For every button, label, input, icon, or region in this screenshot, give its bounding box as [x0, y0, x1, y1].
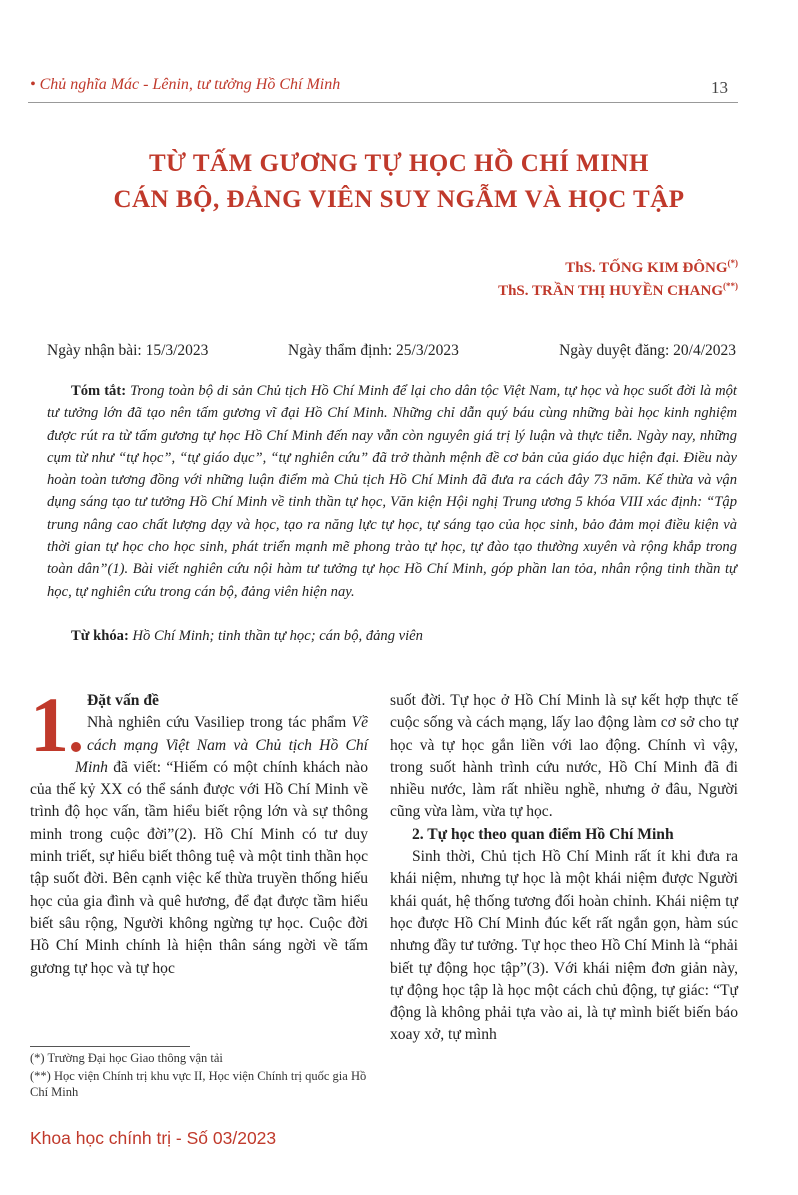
footnote-divider	[30, 1046, 190, 1047]
section1-title: Đặt vấn đề	[87, 692, 159, 709]
dropcap-bullet-icon	[71, 742, 81, 752]
abstract-text: Trong toàn bộ di sản Chủ tịch Hồ Chí Minh để lại cho dân tộc Việt Nam, tự học và học suốt đời là một tư tưởng lớn đã tạo nên tấm gương vĩ đại Hồ Chí Minh. Những chỉ dẫn quý báu cùng những bài học kinh nghiệm được rút ra từ tấm gương tự học Hồ Chí Minh đến nay vẫn còn nguyên giá trị lý luận và thực tiễn. Ngày nay, những cụm từ như “tự học”, “tự giáo dục”, “tự nghiên cứu” đã trở thành mệnh đề cơ bản của giáo dục hiện đại. Điều này hoàn toàn tương đồng với những luận điểm mà Chủ tịch Hồ Chí Minh đã đưa ra cách đây 73 năm. Kế thừa và vận dụng sáng tạo tư tưởng Hồ Chí Minh về tinh thần tự học, Văn kiện Hội nghị Trung ương 5 khóa VIII xác định: “Tập trung nâng cao chất lượng dạy và học, tạo ra năng lực tự học, tự sáng tạo của học sinh, bảo đảm mọi điều kiện và thời gian tự học cho học sinh, phát triển mạnh mẽ phong trào tự học, tự đào tạo thường xuyên và rộng khắp trong toàn dân”(1). Bài viết nghiên cứu nội hàm tư tưởng tự học Hồ Chí Minh, góp phần lan tỏa, nhân rộng tinh thần tự học, tự nghiên cứu trong cán bộ, đảng viên hiện nay.	[47, 383, 737, 600]
author-2-name: ThS. TRẦN THỊ HUYỀN CHANG	[498, 283, 723, 299]
abstract-label: Tóm tắt:	[71, 383, 127, 399]
running-header: • Chủ nghĩa Mác - Lênin, tư tưởng Hồ Chí Minh	[30, 76, 341, 93]
journal-footer: Khoa học chính trị - Số 03/2023	[30, 1128, 277, 1148]
article-title-line1: TỪ TẤM GƯƠNG TỰ HỌC HỒ CHÍ MINH	[149, 150, 649, 177]
article-title-line2: CÁN BỘ, ĐẢNG VIÊN SUY NGẪM VÀ HỌC TẬP	[113, 186, 685, 213]
keywords	[71, 628, 423, 645]
abstract	[47, 380, 737, 603]
date-received: Ngày nhận bài: 15/3/2023	[47, 342, 209, 359]
date-approved: Ngày duyệt đăng: 20/4/2023	[559, 342, 736, 359]
author-1-name: ThS. TỐNG KIM ĐÔNG	[565, 260, 728, 276]
date-reviewed: Ngày thẩm định: 25/3/2023	[288, 342, 459, 359]
page-number: 13	[711, 78, 728, 97]
section2-title: 2. Tự học theo quan điểm Hồ Chí Minh	[412, 825, 674, 843]
author-2-mark: (**)	[723, 281, 738, 291]
body-column-left	[30, 681, 368, 980]
left-paragraph-1	[30, 712, 368, 980]
author-1-mark: (*)	[727, 258, 738, 268]
author-2	[498, 281, 738, 300]
author-1	[565, 258, 738, 277]
body-column-right	[390, 690, 738, 1047]
right-paragraph-2: Sinh thời, Chủ tịch Hồ Chí Minh rất ít khi đưa ra khái niệm, nhưng tự học là một khái niệm được Người khái quát, hệ thống tương đối hoàn chỉnh. Khái niệm tự học được Hồ Chí Minh đúc kết rất ngắn gọn, hàm súc nhưng đầy tư tưởng. Tự học theo Hồ Chí Minh là “phải biết tự động học tập”(3). Với khái niệm đơn giản này, tự động học tập là học một cách chủ động, tự giác: “Tự động là không phải tựa vào ai, là tự mình biết biến báo xoay xở, tự mình	[390, 848, 738, 1044]
right-paragraph-1: suốt đời. Tự học ở Hồ Chí Minh là sự kết hợp thực tế cuộc sống và cách mạng, lấy lao động làm cơ sở cho tự học và tự học gắn liền với lao động. Chính vì vậy, trong suốt hành trình cứu nước, Hồ Chí Minh đã đi nhiều nước, làm rất nhiều nghề, nhưng ở đâu, Người cũng vừa làm, vừa tự học.	[390, 692, 738, 821]
left-p1-book-title: Về cách mạng Việt Nam và Chủ tịch Hồ Chí Minh	[75, 714, 368, 776]
footnote-2: (**) Học viện Chính trị khu vực II, Học viện Chính trị quốc gia Hồ Chí Minh	[30, 1069, 367, 1099]
header-divider	[28, 102, 738, 103]
left-p1-part-b: đã viết: “Hiếm có một chính khách nào của thế kỷ XX có thể sánh được với Hồ Chí Minh về trình độ học vấn, tầm hiểu biết rộng lớn và sự thông minh trong cuộc đời”(2). Hồ Chí Minh có tư duy minh triết, sự hiểu biết thông tuệ và một tinh thần học tập suốt đời. Bên cạnh việc kế thừa truyền thống hiếu học của gia đình và quê hương, để đạt được tầm hiểu biết sâu rộng, Người không ngừng tự học. Cuộc đời Hồ Chí Minh chính là hiện thân sáng ngời về tấm gương tự học và tự học	[30, 758, 368, 977]
keywords-label: Từ khóa:	[71, 628, 129, 644]
keywords-text: Hồ Chí Minh; tinh thần tự học; cán bộ, đảng viên	[132, 628, 423, 644]
dropcap-number: 1	[30, 681, 69, 768]
left-p1-part-a: Nhà nghiên cứu Vasiliep trong tác phẩm	[87, 714, 352, 732]
footnote-1: (*) Trường Đại học Giao thông vận tải	[30, 1051, 223, 1065]
